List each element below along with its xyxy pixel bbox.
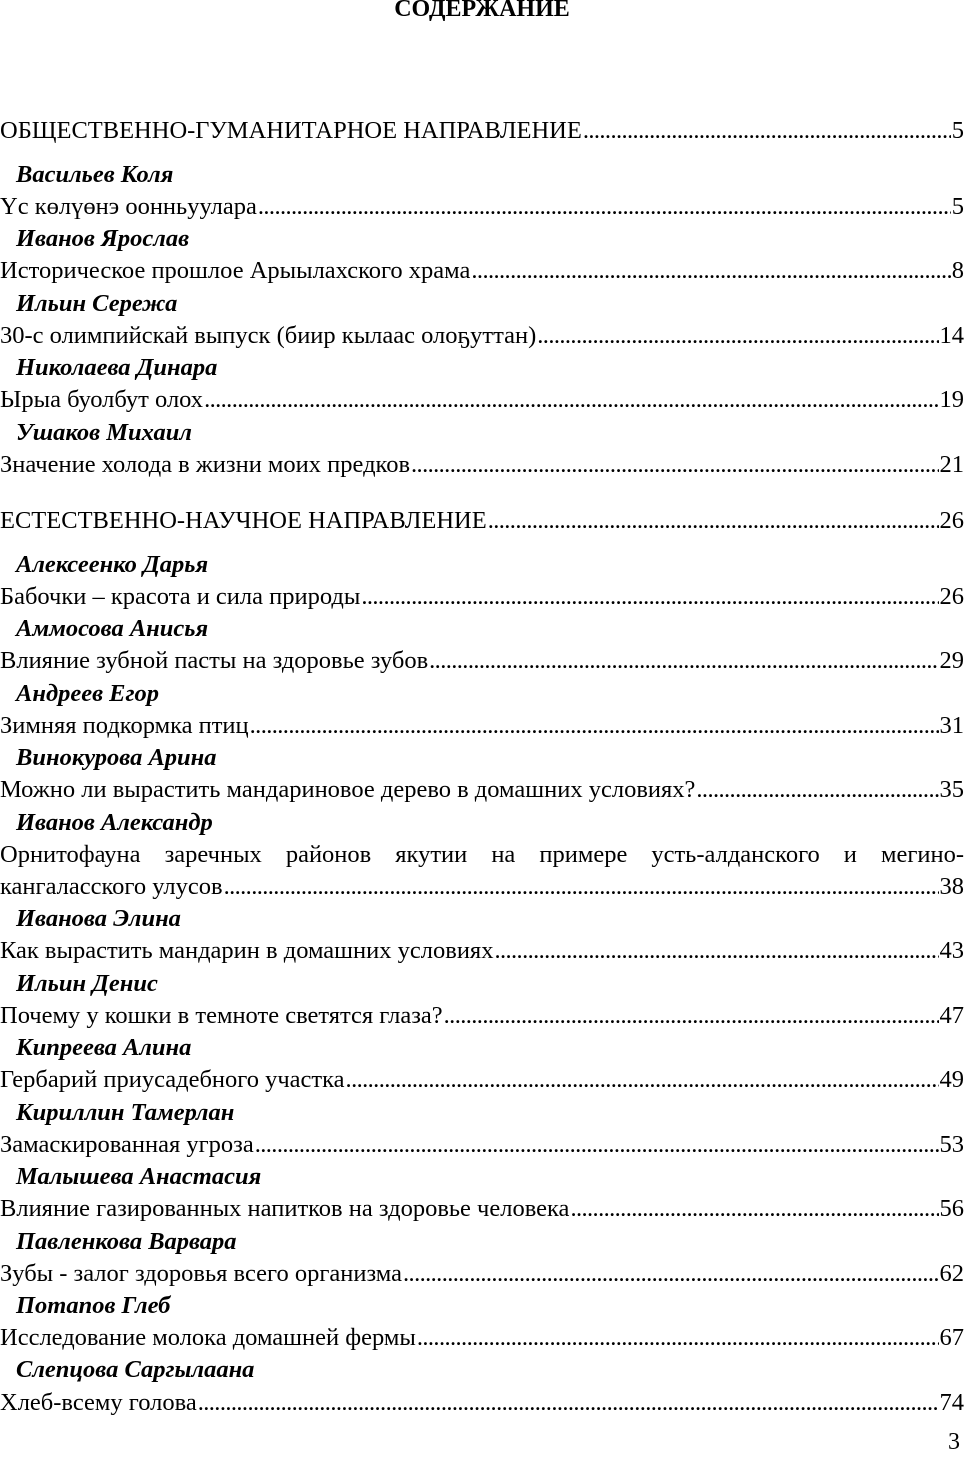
dot-leader [537,321,938,351]
entry-title: Исследование молока домашней фермы [0,1323,416,1353]
entry-page: 56 [940,1194,964,1224]
entry-author: Слепцова Саргылаана [16,1355,964,1385]
toc-entry[interactable] [0,711,964,741]
dot-leader [570,1194,938,1224]
entry-page: 5 [952,192,964,222]
entry-author: Васильев Коля [16,160,964,190]
toc-entry[interactable] [0,646,964,676]
entry-page: 38 [940,872,964,902]
toc-entry[interactable] [0,775,964,805]
toc-entry[interactable] [0,1388,964,1418]
dot-leader [583,116,951,146]
entry-title: Значение холода в жизни моих предков [0,450,410,480]
entry-author: Андреев Егор [16,679,964,709]
dot-leader [429,646,938,676]
dot-leader [471,256,950,286]
entry-title: Бабочки – красота и сила природы [0,582,360,612]
dot-leader [488,506,939,536]
entry-author: Ильин Денис [16,969,964,999]
entry-author: Ушаков Михаил [16,418,964,448]
entry-title-line[interactable]: Орнитофауна заречных районов якутии на примере усть-алданского и мегино- [0,840,964,870]
entry-title: Влияние газированных напитков на здоровье человека [0,1194,569,1224]
entry-title: Хлеб-всему голова [0,1388,197,1418]
dot-leader [696,775,938,805]
dot-leader [250,711,939,741]
entry-author: Потапов Глеб [16,1291,964,1321]
entry-page: 26 [940,582,964,612]
entry-page: 19 [940,385,964,415]
toc-section-heading[interactable] [0,116,964,146]
entry-author: Иванов Александр [16,808,964,838]
dot-leader [346,1065,939,1095]
page-title: СОДЕРЖАНИЕ [0,0,964,24]
entry-author: Ильин Сережа [16,289,964,319]
dot-leader [255,1130,939,1160]
entry-title: Зубы - залог здоровья всего организма [0,1259,402,1289]
entry-author: Кипреева Алина [16,1033,964,1063]
entry-title: кангаласского улусов [0,872,223,902]
entry-page: 21 [940,450,964,480]
toc-entry[interactable] [0,256,964,286]
toc-entry[interactable] [0,582,964,612]
dot-leader [258,192,951,222]
toc-entry[interactable] [0,872,964,902]
toc-entry[interactable] [0,385,964,415]
entry-title: Историческое прошлое Арыылахского храма [0,256,470,286]
toc-entry[interactable] [0,1194,964,1224]
entry-page: 47 [940,1001,964,1031]
entry-page: 53 [940,1130,964,1160]
dot-leader [204,385,938,415]
entry-page: 67 [940,1323,964,1353]
dot-leader [198,1388,939,1418]
section-title: ОБЩЕСТВЕННО-ГУМАНИТАРНОЕ НАПРАВЛЕНИЕ [0,116,582,146]
dot-leader [403,1259,938,1289]
entry-title: Зимняя подкормка птиц [0,711,249,741]
entry-title: 30-с олимпийскай выпуск (биир кылаас олоҕуттан) [0,321,536,351]
entry-title: Гербарий приусадебного участка [0,1065,345,1095]
toc-entry[interactable] [0,450,964,480]
entry-page: 14 [940,321,964,351]
toc-section-heading[interactable] [0,506,964,536]
entry-page: 8 [952,256,964,286]
entry-title: Можно ли вырастить мандариновое дерево в домашних условиях? [0,775,695,805]
entry-author: Николаева Динара [16,353,964,383]
entry-title: Почему у кошки в темноте светятся глаза? [0,1001,443,1031]
toc-entry[interactable] [0,1259,964,1289]
toc-entry[interactable] [0,936,964,966]
entry-author: Иванова Элина [16,904,964,934]
dot-leader [494,936,938,966]
section-title: ЕСТЕСТВЕННО-НАУЧНОЕ НАПРАВЛЕНИЕ [0,506,487,536]
page-number: 3 [948,1427,960,1457]
entry-title: Ырыа буолбут олох [0,385,203,415]
entry-author: Малышева Анастасия [16,1162,964,1192]
toc-entry[interactable] [0,1001,964,1031]
toc-entry[interactable] [0,192,964,222]
entry-title: Замаскированная угроза [0,1130,254,1160]
entry-page: 74 [940,1388,964,1418]
entry-author: Иванов Ярослав [16,224,964,254]
toc-entry[interactable] [0,1323,964,1353]
dot-leader [444,1001,939,1031]
dot-leader [411,450,938,480]
entry-page: 35 [940,775,964,805]
dot-leader [417,1323,939,1353]
toc-entry[interactable] [0,321,964,351]
entry-page: 29 [940,646,964,676]
entry-page: 62 [940,1259,964,1289]
toc-entry[interactable] [0,1065,964,1095]
entry-title: Влияние зубной пасты на здоровье зубов [0,646,428,676]
entry-author: Винокурова Арина [16,743,964,773]
entry-page: 49 [940,1065,964,1095]
entry-author: Аммосова Анисья [16,614,964,644]
entry-page: 31 [940,711,964,741]
entry-title: Үс көлүөнэ оонньуулара [0,192,257,222]
dot-leader [224,872,939,902]
entry-author: Алексеенко Дарья [16,550,964,580]
toc-entry[interactable] [0,1130,964,1160]
section-page: 5 [952,116,964,146]
section-page: 26 [940,506,964,536]
entry-author: Павленкова Варвара [16,1227,964,1257]
dot-leader [361,582,938,612]
entry-page: 43 [940,936,964,966]
entry-author: Кириллин Тамерлан [16,1098,964,1128]
entry-title: Как вырастить мандарин в домашних условиях [0,936,493,966]
